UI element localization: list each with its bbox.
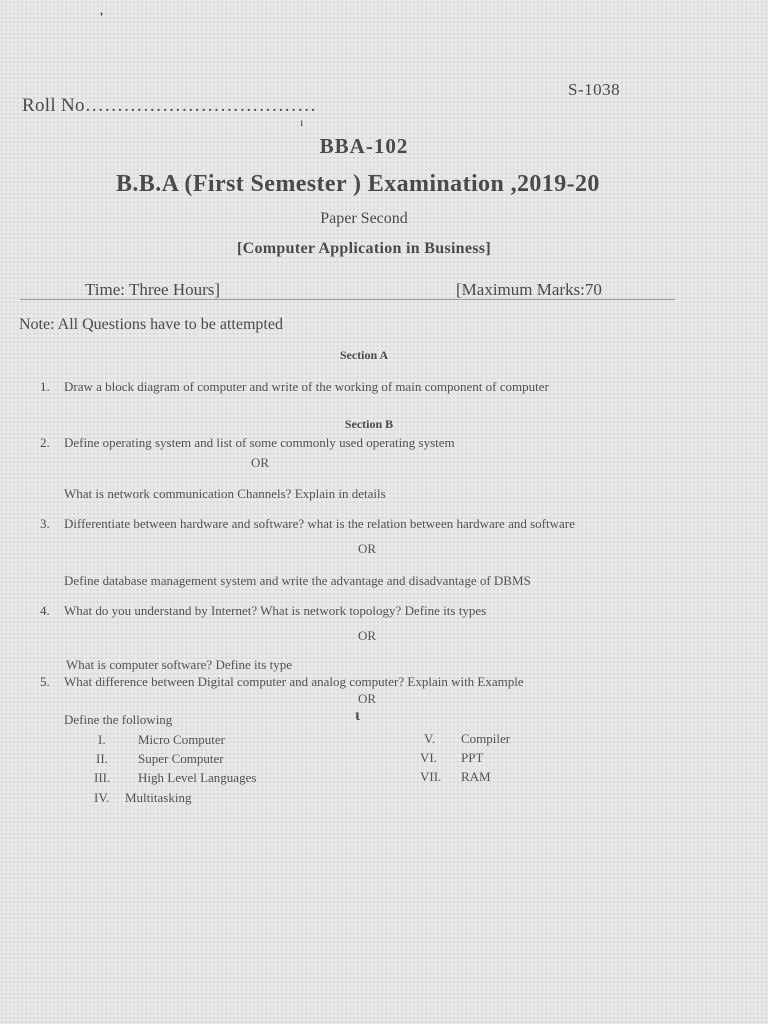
question-number: 4.: [40, 603, 50, 618]
question-text: Differentiate between hardware and software? what is the relation between hardware and software: [64, 516, 575, 531]
term-numeral: VII.: [420, 769, 442, 784]
question-number: 3.: [40, 516, 50, 531]
term-item: Micro Computer: [138, 732, 226, 747]
maximum-marks: [Maximum Marks:70: [456, 280, 602, 299]
header-divider: [20, 299, 675, 300]
paper-code: BBA-102: [319, 134, 409, 158]
term-numeral: II.: [96, 751, 108, 766]
or-separator: OR: [358, 541, 377, 556]
question-number: 2.: [40, 435, 50, 450]
or-separator: OR: [358, 628, 377, 643]
term-numeral: I.: [98, 732, 106, 747]
question-text: Draw a block diagram of computer and write of the working of main component of computer: [64, 379, 549, 394]
roll-number-field: Roll No………………………………: [22, 95, 317, 116]
instructions-note: Note: All Questions have to be attempted: [19, 316, 283, 333]
question-alternative: What is computer software? Define its type: [66, 657, 292, 672]
section-b-heading: Section B: [344, 417, 394, 431]
term-numeral: V.: [424, 731, 435, 746]
term-item: High Level Languages: [138, 770, 257, 785]
ink-mark: ❜: [100, 12, 104, 23]
paper-number: Paper Second: [320, 210, 408, 227]
term-item: Multitasking: [125, 790, 192, 805]
term-item: Compiler: [461, 731, 511, 746]
question-alternative: What is network communication Channels? Explain in details: [64, 486, 386, 501]
term-item: PPT: [461, 750, 484, 765]
term-item: RAM: [461, 769, 491, 784]
question-text: Define operating system and list of some commonly used operating system: [64, 435, 455, 450]
question-number: 5.: [40, 674, 50, 689]
section-a-heading: Section A: [339, 348, 389, 362]
term-numeral: IV.: [94, 790, 110, 805]
time-allowed: Time: Three Hours]: [85, 280, 221, 299]
question-alternative: Define the following: [64, 712, 173, 727]
question-text: What difference between Digital computer and analog computer? Explain with Example: [64, 674, 524, 689]
ink-mark: ı: [300, 115, 304, 129]
question-alternative: Define database management system and write the advantage and disadvantage of DBMS: [64, 573, 531, 588]
or-separator: OR: [251, 455, 270, 470]
term-numeral: III.: [94, 770, 111, 785]
series-code: S-1038: [568, 80, 621, 99]
exam-title: B.B.A (First Semester ) Examination ,2019-20: [116, 171, 600, 197]
term-item: Super Computer: [138, 751, 224, 766]
ink-mark: ɩ: [355, 707, 360, 724]
subject-title: [Computer Application in Business]: [237, 240, 491, 257]
or-separator: OR: [358, 691, 377, 706]
question-text: What do you understand by Internet? What is network topology? Define its types: [64, 603, 487, 618]
term-numeral: VI.: [420, 750, 437, 765]
question-number: 1.: [40, 379, 50, 394]
